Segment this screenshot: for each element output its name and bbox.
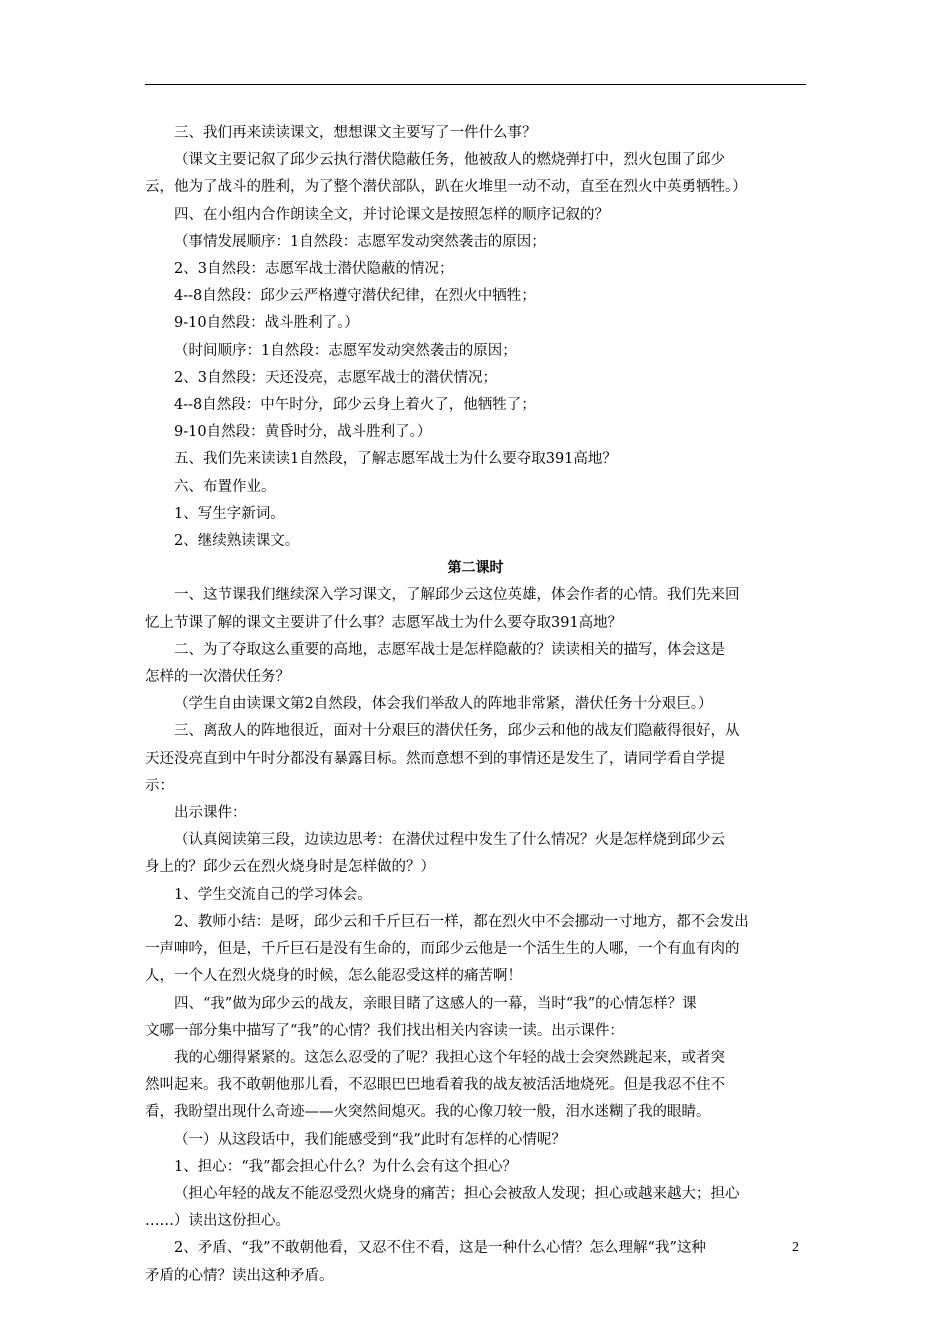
document-body bbox=[145, 120, 806, 1290]
text-line: 人，一个人在烈火烧身的时候，怎么能忍受这样的痛苦啊！ bbox=[145, 968, 522, 985]
text-line: 出示课件： bbox=[174, 805, 247, 822]
text-line: 忆上节课了解的课文主要讲了什么事？志愿军战士为什么要夺取391高地？ bbox=[145, 614, 623, 631]
text-line: 看，我盼望出现什么奇迹——火突然间熄灭。我的心像刀较一般，泪水迷糊了我的眼睛。 bbox=[145, 1104, 711, 1121]
text-line: 身上的？邱少云在烈火烧身时是怎样做的？） bbox=[145, 859, 435, 876]
text-line: 云，他为了战斗的胜利，为了整个潜伏部队，趴在火堆里一动不动，直至在烈火中英勇牺牲。） bbox=[145, 179, 747, 196]
text-line: （学生自由读课文第2自然段，体会我们举敌人的阵地非常紧，潜伏任务十分艰巨。） bbox=[174, 696, 713, 713]
text-line: 1、担心：“我”都会担心什么？为什么会有这个担心？ bbox=[174, 1158, 518, 1175]
text-line: 一声呻吟，但是，千斤巨石是没有生命的，而邱少云他是一个活生生的人哪，一个有血有肉的 bbox=[145, 941, 740, 958]
text-line: 2、继续熟读课文。 bbox=[174, 533, 300, 550]
text-line: （认真阅读第三段，边读边思考：在潜伏过程中发生了什么情况？火是怎样烧到邱少云 bbox=[174, 832, 725, 849]
text-line: 1、学生交流自己的学习体会。 bbox=[174, 886, 372, 903]
text-line: 2、矛盾、“我”不敢朝他看，又忍不住不看，这是一种什么心情？怎么理解“我”这种 bbox=[174, 1240, 706, 1257]
text-line: ……）读出这份担心。 bbox=[145, 1213, 290, 1230]
text-line: （一）从这段话中，我们能感受到“我”此时有怎样的心情呢？ bbox=[174, 1131, 566, 1148]
text-line: 六、布置作业。 bbox=[174, 478, 276, 495]
text-line: 二、为了夺取这么重要的高地，志愿军战士是怎样隐蔽的？读读相关的描写，体会这是 bbox=[174, 641, 725, 658]
text-line: 一、这节课我们继续深入学习课文，了解邱少云这位英雄，体会作者的心情。我们先来回 bbox=[174, 587, 740, 604]
text-line: 9-10自然段：黄昏时分，战斗胜利了。） bbox=[174, 424, 432, 441]
text-line: 2、教师小结：是呀，邱少云和千斤巨石一样，都在烈火中不会挪动一寸地方，都不会发出 bbox=[174, 913, 749, 930]
text-line: 示： bbox=[145, 777, 174, 794]
text-line: 然叫起来。我不敢朝他那儿看，不忍眼巴巴地看着我的战友被活活地烧死。但是我忍不住不 bbox=[145, 1077, 725, 1094]
text-line: 天还没亮直到中午时分都没有暴露目标。然而意想不到的事情还是发生了，请同学看自学提 bbox=[145, 750, 725, 767]
text-line: 4--8自然段：邱少云严格遵守潜伏纪律，在烈火中牺牲； bbox=[174, 288, 536, 305]
page-number: 2 bbox=[792, 1240, 799, 1255]
text-line: 1、写生字新词。 bbox=[174, 505, 285, 522]
text-line: 我的心绷得紧紧的。这怎么忍受的了呢？我担心这个年轻的战士会突然跳起来，或者突 bbox=[174, 1049, 725, 1066]
text-line: 文哪一部分集中描写了“我”的心情？我们找出相关内容读一读。出示课件： bbox=[145, 1022, 624, 1039]
text-line: 怎样的一次潜伏任务？ bbox=[145, 669, 290, 686]
text-line: 2、3自然段：志愿军战士潜伏隐蔽的情况； bbox=[174, 261, 454, 278]
section-title: 第二课时 bbox=[447, 560, 504, 577]
text-line: 五、我们先来读读1自然段，了解志愿军战士为什么要夺取391高地？ bbox=[174, 451, 617, 468]
text-line: （事情发展顺序：1自然段：志愿军发动突然袭击的原因； bbox=[174, 233, 546, 250]
text-line: 9-10自然段：战斗胜利了。） bbox=[174, 315, 359, 332]
text-line: （担心年轻的战友不能忍受烈火烧身的痛苦；担心会被敌人发现；担心或越来越大；担心 bbox=[174, 1185, 740, 1202]
text-line: 4--8自然段：中午时分，邱少云身上着火了，他牺牲了； bbox=[174, 397, 536, 414]
text-line: 四、在小组内合作朗读全文，并讨论课文是按照怎样的顺序记叙的？ bbox=[174, 206, 609, 223]
text-line: （课文主要记叙了邱少云执行潜伏隐蔽任务，他被敌人的燃烧弹打中，烈火包围了邱少 bbox=[174, 152, 725, 169]
text-line: （时间顺序：1自然段：志愿军发动突然袭击的原因； bbox=[174, 342, 517, 359]
text-line: 2、3自然段：天还没亮，志愿军战士的潜伏情况； bbox=[174, 369, 497, 386]
text-line: 矛盾的心情？读出这种矛盾。 bbox=[145, 1267, 334, 1284]
header-rule bbox=[145, 84, 806, 85]
text-line: 四、“我”做为邱少云的战友，亲眼目睹了这感人的一幕，当时“我”的心情怎样？课 bbox=[174, 995, 697, 1012]
text-line: 三、我们再来读读课文，想想课文主要写了一件什么事？ bbox=[174, 125, 537, 141]
text-line: 三、离敌人的阵地很近，面对十分艰巨的潜伏任务，邱少云和他的战友们隐蔽得很好，从 bbox=[174, 723, 740, 740]
